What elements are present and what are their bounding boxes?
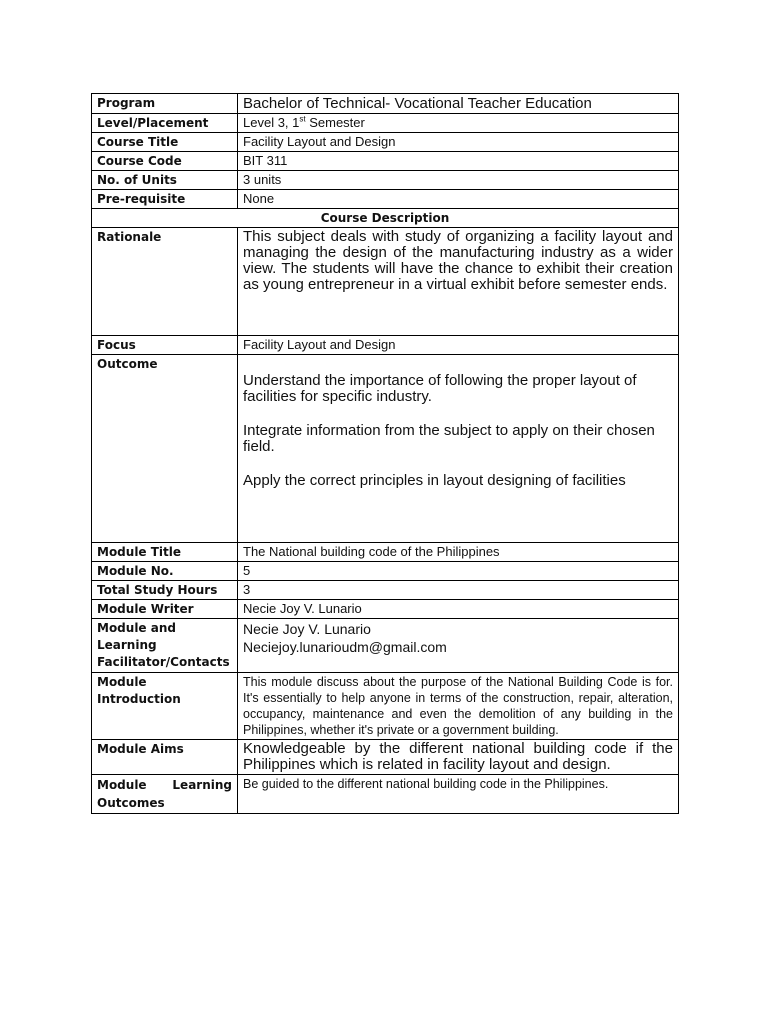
course-title-label: Course Title bbox=[92, 133, 238, 152]
course-code-label: Course Code bbox=[92, 152, 238, 171]
learning-outcomes-value: Be guided to the different national building code in the Philippines. bbox=[238, 775, 679, 814]
table-row bbox=[92, 740, 679, 775]
outcome-label: Outcome bbox=[92, 355, 238, 543]
program-value: Bachelor of Technical- Vocational Teacher Education bbox=[238, 94, 679, 114]
facilitator-name: Necie Joy V. Lunario bbox=[243, 621, 371, 637]
prerequisite-value: None bbox=[238, 190, 679, 209]
table-row bbox=[92, 581, 679, 600]
table-row bbox=[92, 152, 679, 171]
course-code-value: BIT 311 bbox=[238, 152, 679, 171]
prerequisite-label: Pre-requisite bbox=[92, 190, 238, 209]
module-aims-value: Knowledgeable by the different national building code if the Philippines which is related in facility layout and design. bbox=[238, 740, 679, 775]
outcome-value bbox=[238, 355, 679, 543]
units-label: No. of Units bbox=[92, 171, 238, 190]
module-no-value: 5 bbox=[238, 562, 679, 581]
level-value-rest: Semester bbox=[305, 115, 365, 130]
course-syllabus-table bbox=[91, 93, 679, 814]
course-description-header: Course Description bbox=[92, 209, 679, 228]
focus-value: Facility Layout and Design bbox=[238, 336, 679, 355]
rationale-label: Rationale bbox=[92, 228, 238, 336]
module-aims-label: Module Aims bbox=[92, 740, 238, 775]
facilitator-value bbox=[238, 619, 679, 673]
table-row bbox=[92, 171, 679, 190]
learning-outcomes-label: Module Learning Outcomes bbox=[92, 775, 238, 814]
module-intro-value: This module discuss about the purpose of the National Building Code is for. It's essentially to help anyone in terms of the construction, repair, alteration, occupancy, maintenance and even the demolition of any building in the Philippines, whether it's private or a government building. bbox=[238, 673, 679, 740]
table-row bbox=[92, 600, 679, 619]
level-value-main: Level 3, 1 bbox=[243, 115, 300, 130]
table-row bbox=[92, 94, 679, 114]
course-title-value: Facility Layout and Design bbox=[238, 133, 679, 152]
table-row bbox=[92, 190, 679, 209]
module-title-label: Module Title bbox=[92, 543, 238, 562]
study-hours-value: 3 bbox=[238, 581, 679, 600]
table-row bbox=[92, 133, 679, 152]
module-intro-label: Module Introduction bbox=[92, 673, 238, 740]
level-value bbox=[238, 114, 679, 133]
module-writer-label: Module Writer bbox=[92, 600, 238, 619]
outcome-item: Integrate information from the subject to apply on their chosen field. bbox=[243, 422, 655, 455]
rationale-value: This subject deals with study of organizing a facility layout and managing the design of the manufacturing industry as a wider view. The students will have the chance to exhibit their creation as young entrepreneur in a virtual exhibit before semester ends. bbox=[238, 228, 679, 336]
units-value: 3 units bbox=[238, 171, 679, 190]
table-row bbox=[92, 543, 679, 562]
table-row bbox=[92, 673, 679, 740]
table-row bbox=[92, 355, 679, 543]
module-no-label: Module No. bbox=[92, 562, 238, 581]
table-row bbox=[92, 336, 679, 355]
table-row bbox=[92, 209, 679, 228]
table-row bbox=[92, 775, 679, 814]
outcome-item: Understand the importance of following the proper layout of facilities for specific industry. bbox=[243, 372, 637, 405]
program-label: Program bbox=[92, 94, 238, 114]
level-label: Level/Placement bbox=[92, 114, 238, 133]
facilitator-label: Module and Learning Facilitator/Contacts bbox=[92, 619, 238, 673]
level-value-sup: st bbox=[299, 114, 306, 124]
outcome-item: Apply the correct principles in layout designing of facilities bbox=[243, 472, 626, 489]
table-row bbox=[92, 619, 679, 673]
table-row bbox=[92, 114, 679, 133]
focus-label: Focus bbox=[92, 336, 238, 355]
table-row bbox=[92, 228, 679, 336]
table-row bbox=[92, 562, 679, 581]
module-title-value: The National building code of the Philippines bbox=[238, 543, 679, 562]
module-writer-value: Necie Joy V. Lunario bbox=[238, 600, 679, 619]
facilitator-email: Neciejoy.lunarioudm@gmail.com bbox=[243, 639, 447, 655]
study-hours-label: Total Study Hours bbox=[92, 581, 238, 600]
